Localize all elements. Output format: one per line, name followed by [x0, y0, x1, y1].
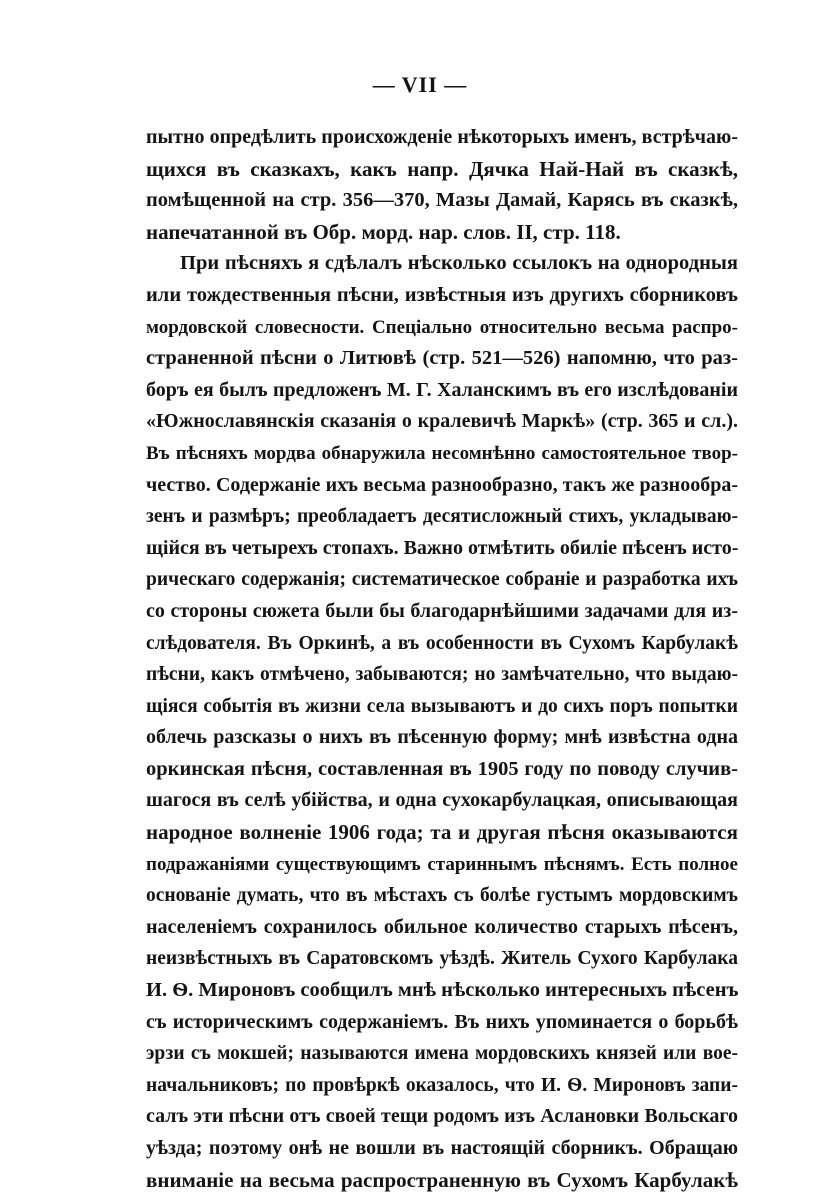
text-line: пѣсни, какъ отмѣчено, забываются; но замѣчательно, что выдаю- [146, 664, 738, 686]
text-line: вниманіе на весьма распространенную въ Сухомъ Карбулакѣ [146, 1167, 738, 1192]
text-line: щихся въ сказкахъ, какъ напр. Дячка Най-Най въ сказкѣ, [146, 156, 738, 181]
text-line: облечь разсказы о нихъ въ пѣсенную форму; мнѣ извѣстна одна [146, 726, 738, 749]
body-text [146, 122, 738, 1196]
text-line: народное волненіе 1906 года; та и другая пѣсня оказываются [146, 820, 738, 845]
text-line: шагося въ селѣ убійства, и одна сухокарбулацкая, описывающая [146, 789, 738, 812]
text-line: страненной пѣсни о Литювѣ (стр. 521—526) напомню, что раз- [146, 347, 738, 370]
text-line: уѣзда; поэтому онѣ не вошли въ настоящій сборникъ. Обращаю [146, 1137, 738, 1159]
text-line: щійся въ четырехъ стопахъ. Важно отмѣтить обиліе пѣсенъ исто- [146, 536, 738, 559]
text-line: населеніемъ сохранилось обильное количество старыхъ пѣсенъ, [146, 915, 738, 938]
text-line: слѣдователя. Въ Оркинѣ, а въ особенности въ Сухомъ Карбулакѣ [146, 632, 738, 654]
text-line: эрзи съ мокшей; называются имена мордовскихъ князей или вое- [146, 1043, 738, 1065]
text-line: боръ ея былъ предложенъ М. Г. Халанскимъ въ его изслѣдованіи [146, 378, 738, 401]
text-line: съ историческимъ содержаніемъ. Въ нихъ упоминается о борьбѣ [146, 1010, 738, 1033]
text-line: зенъ и размѣръ; преобладаетъ десятисложный стихъ, укладываю- [146, 506, 738, 528]
text-line: неизвѣстныхъ въ Саратовскомъ уѣздѣ. Житель Сухого Карбулака [146, 948, 738, 970]
text-line: подражаніями существующимъ стариннымъ пѣснямъ. Есть полное [146, 853, 738, 875]
text-line: мордовской словесности. Спеціально относительно весьма распро- [146, 316, 738, 338]
text-line: Въ пѣсняхъ мордва обнаружила несомнѣнно самостоятельное твор- [146, 442, 738, 464]
text-line: пытно опредѣлить происхожденіе нѣкоторыхъ именъ, встрѣчаю- [146, 126, 738, 148]
text-line: оркинская пѣсня, составленная въ 1905 году по поводу случив- [146, 757, 738, 780]
page-number: — VII — [372, 72, 468, 97]
text-line: щіяся событія въ жизни села вызываютъ и до сихъ поръ попытки [146, 695, 738, 717]
text-line: начальниковъ; по провѣркѣ оказалось, что И. Ѳ. Мироновъ запи- [146, 1074, 738, 1096]
text-line: или тождественныя пѣсни, извѣстныя изъ другихъ сборниковъ [146, 283, 738, 306]
text-line: салъ эти пѣсни отъ своей тещи родомъ изъ Аслановки Вольскаго [146, 1105, 738, 1128]
text-line: При пѣсняхъ я сдѣлалъ нѣсколько ссылокъ на однородныя [180, 252, 738, 275]
text-line: чество. Содержаніе ихъ весьма разнообразно, такъ же разнообра- [146, 473, 738, 496]
text-line: рическаго содержанія; систематическое собраніе и разработка ихъ [146, 569, 738, 591]
text-line: помѣщенной на стр. 356—370, Мазы Дамай, Карясь въ сказкѣ, [146, 189, 738, 212]
text-line: со стороны сюжета были бы благодарнѣйшими задачами для из- [146, 599, 738, 622]
text-line: основаніе думать, что въ мѣстахъ съ болѣе густымъ мордовскимъ [146, 885, 738, 907]
text-line: напечатанной въ Обр. морд. нар. слов. II, стр. 118. [146, 219, 621, 244]
text-line: И. Ѳ. Мироновъ сообщилъ мнѣ нѣсколько интересныхъ пѣсенъ [146, 979, 738, 1002]
text-line: «Южнославянскія сказанія о кралевичѣ Маркѣ» (стр. 365 и сл.). [146, 410, 738, 433]
